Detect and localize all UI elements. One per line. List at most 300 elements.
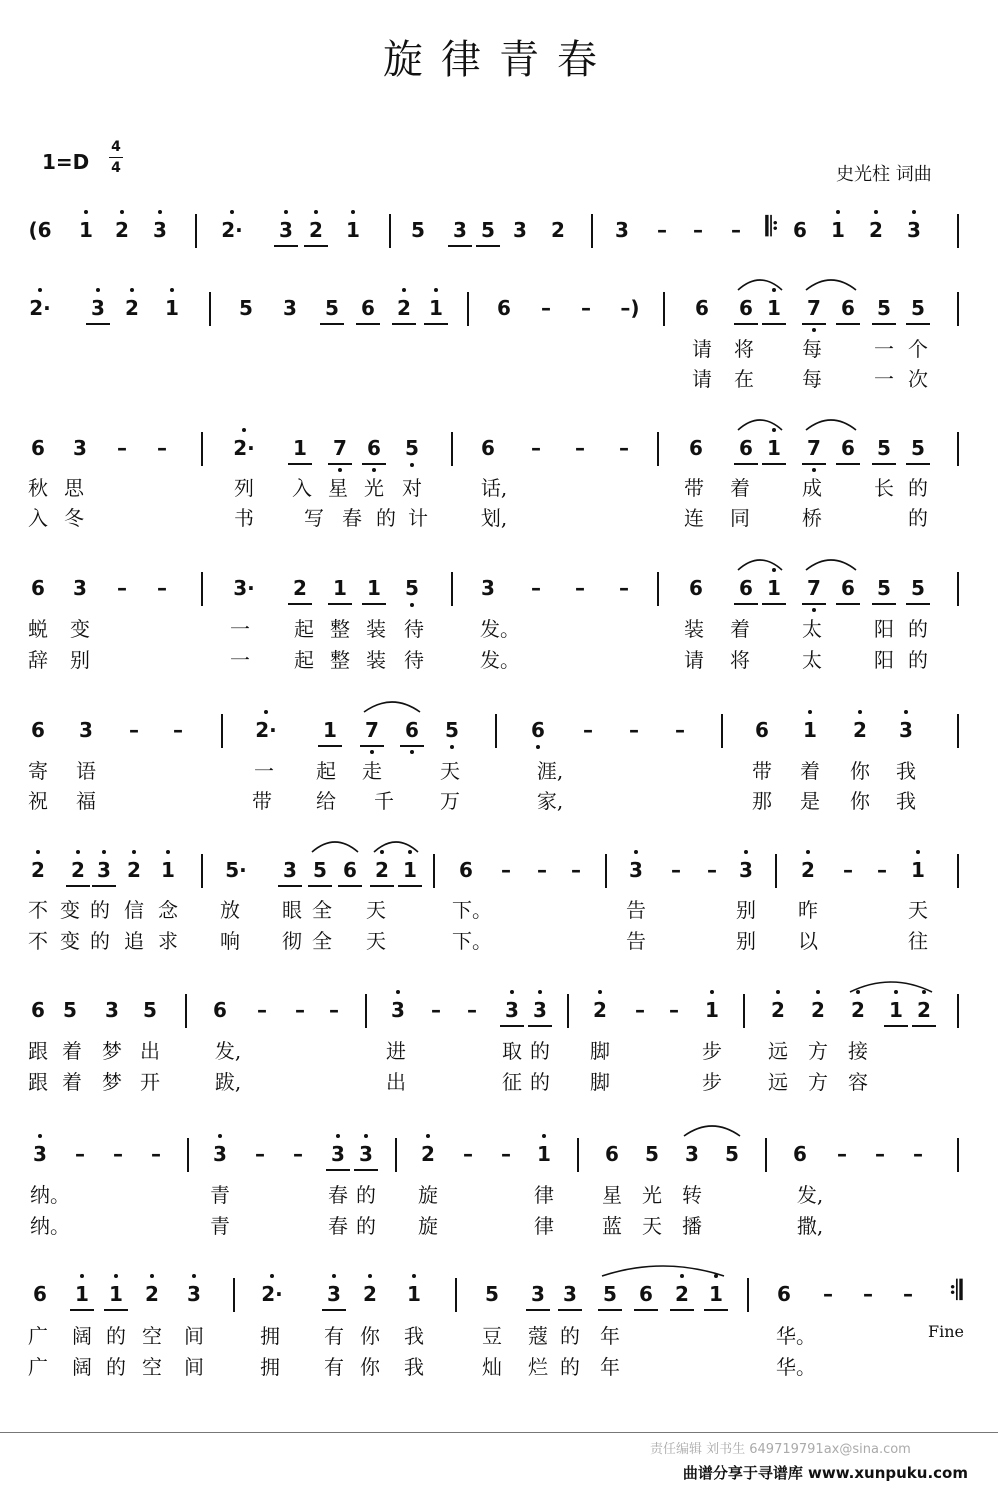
note: – — [157, 436, 167, 460]
note: 1 — [767, 296, 781, 320]
note: 3 — [391, 998, 405, 1022]
barline — [567, 994, 569, 1028]
note: – — [255, 1142, 265, 1166]
octave-dot-high — [120, 210, 124, 214]
lyric-syllable: 个 — [908, 337, 928, 361]
lyric-syllable: 待 — [404, 648, 424, 672]
note: 3 — [213, 1142, 227, 1166]
note: – — [583, 718, 593, 742]
score-system — [0, 430, 998, 470]
octave-dot-high — [38, 1134, 42, 1138]
repeat-sign: 𝄇 — [949, 1276, 963, 1306]
repeat-sign: 𝄆 — [765, 212, 779, 242]
lyric-syllable: 容 — [848, 1070, 868, 1094]
score-system — [0, 1276, 998, 1316]
lyric-syllable: 的 — [376, 506, 396, 530]
note: – — [671, 858, 681, 882]
beam-underline — [912, 1025, 936, 1027]
beam-underline — [86, 323, 110, 325]
note: 1 — [709, 1282, 723, 1306]
barline — [775, 854, 777, 888]
lyric-syllable: 入 — [292, 476, 312, 500]
slur — [804, 556, 858, 572]
note: – — [575, 436, 585, 460]
octave-dot-high — [412, 1274, 416, 1278]
score-system — [0, 852, 998, 892]
note: 3 — [279, 218, 293, 242]
beam-underline — [328, 463, 352, 465]
note: – — [629, 718, 639, 742]
barline — [395, 1138, 397, 1172]
octave-dot-high — [102, 850, 106, 854]
lyric-syllable: 下。 — [452, 898, 492, 922]
lyric-syllable: 的 — [560, 1355, 580, 1379]
octave-dot-high — [368, 1274, 372, 1278]
lyric-syllable: 脚 — [590, 1039, 610, 1063]
note: 1 — [323, 718, 337, 742]
lyric-syllable: 春 — [328, 1183, 348, 1207]
note: 1 — [889, 998, 903, 1022]
lyric-syllable: 发, — [214, 1039, 242, 1063]
octave-dot-high — [816, 990, 820, 994]
barline — [657, 432, 659, 466]
lyric-syllable: 年 — [600, 1324, 620, 1348]
lyric-syllable: 彻 — [282, 929, 302, 953]
note: 3 — [907, 218, 921, 242]
lyric-syllable: 间 — [184, 1324, 204, 1348]
octave-dot-high — [806, 850, 810, 854]
lyric-syllable: 的 — [908, 617, 928, 641]
lyric-syllable: 豆 — [482, 1324, 502, 1348]
lyric-syllable: 是 — [800, 789, 820, 813]
note: – — [675, 718, 685, 742]
note: – — [501, 1142, 511, 1166]
note: – — [75, 1142, 85, 1166]
lyric-syllable: 阔 — [72, 1324, 92, 1348]
note: 1 — [293, 436, 307, 460]
note: 3 — [73, 436, 87, 460]
lyric-syllable: 旋 — [418, 1183, 438, 1207]
beam-underline — [338, 885, 362, 887]
lyric-syllable: 的 — [90, 898, 110, 922]
note: – — [537, 858, 547, 882]
note: 1 — [429, 296, 443, 320]
octave-dot-high — [130, 288, 134, 292]
lyric-syllable: 起 — [294, 617, 314, 641]
note: 6 — [639, 1282, 653, 1306]
barline — [957, 572, 959, 606]
lyric-syllable: 全 — [312, 929, 332, 953]
note: 6 — [343, 858, 357, 882]
lyric-syllable: 次 — [908, 367, 928, 391]
note: 1 — [537, 1142, 551, 1166]
octave-dot-high — [396, 990, 400, 994]
note: 3 — [283, 858, 297, 882]
note: 6 — [793, 218, 807, 242]
note: 2 — [869, 218, 883, 242]
lyric-syllable: 阳 — [874, 617, 894, 641]
note: 5 — [877, 436, 891, 460]
note: 2· — [29, 296, 51, 320]
beam-underline — [734, 603, 758, 605]
time-signature — [108, 138, 124, 177]
barline — [663, 292, 665, 326]
note: 2 — [421, 1142, 435, 1166]
lyric-syllable: 步 — [702, 1039, 722, 1063]
lyric-syllable: 对 — [402, 476, 422, 500]
note: 1 — [346, 218, 360, 242]
note: 6 — [459, 858, 473, 882]
note: 2 — [71, 858, 85, 882]
note: 3 — [531, 1282, 545, 1306]
beam-underline — [354, 1169, 378, 1171]
octave-dot-high — [218, 1134, 222, 1138]
note: 3 — [899, 718, 913, 742]
note: – — [843, 858, 853, 882]
note: 3 — [283, 296, 297, 320]
lyric-syllable: 太 — [802, 617, 822, 641]
lyric-syllable: 跟 — [28, 1039, 48, 1063]
note: 1 — [109, 1282, 123, 1306]
barline — [721, 714, 723, 748]
score-system — [0, 712, 998, 752]
note: – — [669, 998, 679, 1022]
lyric-syllable: 思 — [64, 476, 84, 500]
lyric-syllable: 将 — [734, 337, 754, 361]
note: 1 — [803, 718, 817, 742]
note: 5 — [325, 296, 339, 320]
barline — [957, 432, 959, 466]
lyric-syllable: 拥 — [260, 1355, 280, 1379]
lyric-syllable: 待 — [404, 617, 424, 641]
note: – — [581, 296, 591, 320]
note: 3 — [563, 1282, 577, 1306]
score-system — [0, 992, 998, 1032]
beam-underline — [734, 323, 758, 325]
barline — [433, 854, 435, 888]
barline — [957, 994, 959, 1028]
note: – — [173, 718, 183, 742]
barline — [185, 994, 187, 1028]
note: 6 — [33, 1282, 47, 1306]
note: 1 — [79, 218, 93, 242]
note: – — [113, 1142, 123, 1166]
beam-underline — [448, 245, 472, 247]
note: – — [913, 1142, 923, 1166]
barline — [201, 572, 203, 606]
lyric-syllable: 放 — [220, 898, 240, 922]
note: 3 — [73, 576, 87, 600]
note: 1 — [911, 858, 925, 882]
lyric-syllable: 取 — [502, 1039, 522, 1063]
beam-underline — [370, 885, 394, 887]
note: – — [875, 1142, 885, 1166]
note: 3 — [359, 1142, 373, 1166]
note: 1 — [333, 576, 347, 600]
beam-underline — [424, 323, 448, 325]
slur — [736, 556, 784, 572]
lyric-syllable: 信 — [124, 898, 144, 922]
note: – — [837, 1142, 847, 1166]
lyric-syllable: 空 — [142, 1355, 162, 1379]
barline — [957, 214, 959, 248]
beam-underline — [274, 245, 298, 247]
lyric-syllable: 的 — [908, 506, 928, 530]
editor-credit: 责任编辑 刘书生 649719791ax@sina.com — [650, 1442, 911, 1457]
score-system — [0, 570, 998, 610]
barline — [495, 714, 497, 748]
beam-underline — [398, 885, 422, 887]
lyric-syllable: 天 — [908, 898, 928, 922]
lyric-syllable: 蔻 — [528, 1324, 548, 1348]
lyric-syllable: 桥 — [802, 506, 822, 530]
lyric-syllable: 不 — [28, 929, 48, 953]
lyric-syllable: 的 — [530, 1070, 550, 1094]
lyric-syllable: 请 — [684, 648, 704, 672]
beam-underline — [762, 603, 786, 605]
beam-underline — [526, 1309, 550, 1311]
octave-dot-high — [158, 210, 162, 214]
lyric-syllable: 律 — [534, 1183, 554, 1207]
lyric-syllable: 年 — [600, 1355, 620, 1379]
slur — [372, 838, 420, 854]
octave-dot-high — [426, 1134, 430, 1138]
note: 2 — [853, 718, 867, 742]
note: 6 — [841, 576, 855, 600]
octave-dot-high — [434, 288, 438, 292]
lyric-syllable: 太 — [802, 648, 822, 672]
note: 1 — [831, 218, 845, 242]
note: – — [293, 1142, 303, 1166]
barline — [233, 1278, 235, 1312]
lyric-syllable: 入 — [28, 506, 48, 530]
octave-dot-high — [634, 850, 638, 854]
note: 2· — [261, 1282, 283, 1306]
note: – — [707, 858, 717, 882]
note: – — [541, 296, 551, 320]
octave-dot-high — [284, 210, 288, 214]
lyric-syllable: 寄 — [28, 759, 48, 783]
note: 5 — [405, 436, 419, 460]
beam-underline — [362, 603, 386, 605]
lyric-syllable: 告 — [626, 898, 646, 922]
note: – — [531, 436, 541, 460]
note: – — [619, 436, 629, 460]
beam-underline — [762, 323, 786, 325]
slur — [848, 978, 934, 994]
note: 2 — [375, 858, 389, 882]
note: –) — [620, 296, 640, 320]
note: 5 — [313, 858, 327, 882]
note: 6 — [695, 296, 709, 320]
lyric-syllable: 灿 — [482, 1355, 502, 1379]
beam-underline — [802, 463, 826, 465]
note: 2 — [851, 998, 865, 1022]
note: – — [329, 998, 339, 1022]
lyric-syllable: 的 — [908, 648, 928, 672]
note: 2 — [363, 1282, 377, 1306]
beam-underline — [906, 463, 930, 465]
note: 3 — [153, 218, 167, 242]
note: 2 — [145, 1282, 159, 1306]
note: 1 — [767, 576, 781, 600]
octave-dot-high — [336, 1134, 340, 1138]
barline — [201, 854, 203, 888]
note: 5 — [445, 718, 459, 742]
lyric-syllable: 往 — [908, 929, 928, 953]
beam-underline — [320, 323, 344, 325]
beam-underline — [836, 603, 860, 605]
barline — [747, 1278, 749, 1312]
note: 3 — [331, 1142, 345, 1166]
note: 6 — [31, 436, 45, 460]
note: 1 — [407, 1282, 421, 1306]
note: 6 — [739, 296, 753, 320]
barline — [221, 714, 223, 748]
barline — [657, 572, 659, 606]
octave-dot-high — [836, 210, 840, 214]
note: – — [531, 576, 541, 600]
note: 6 — [739, 576, 753, 600]
beam-underline — [70, 1309, 94, 1311]
lyric-syllable: 蓝 — [602, 1214, 622, 1238]
octave-dot-high — [38, 288, 42, 292]
note: (6 — [28, 218, 52, 242]
octave-dot-high — [874, 210, 878, 214]
note: 7 — [333, 436, 347, 460]
lyric-syllable: 转 — [682, 1183, 702, 1207]
octave-dot-high — [542, 1134, 546, 1138]
barline — [577, 1138, 579, 1172]
barline — [451, 432, 453, 466]
note: – — [575, 576, 585, 600]
footer-credit: 曲谱分享于寻谱库 www.xunpuku.com — [682, 1464, 968, 1482]
note: 3 — [91, 296, 105, 320]
note: 6 — [31, 998, 45, 1022]
lyric-syllable: 家, — [536, 789, 564, 813]
beam-underline — [476, 245, 500, 247]
lyric-syllable: 涯, — [536, 759, 564, 783]
octave-dot-high — [904, 710, 908, 714]
lyric-syllable: 昨 — [798, 898, 818, 922]
beam-underline — [92, 885, 116, 887]
lyric-syllable: 写 — [304, 506, 324, 530]
lyric-syllable: 全 — [312, 898, 332, 922]
lyric-syllable: 划, — [480, 506, 508, 530]
octave-dot-high — [916, 850, 920, 854]
lyric-syllable: 脚 — [590, 1070, 610, 1094]
lyric-syllable: 着 — [800, 759, 820, 783]
lyric-syllable: 拥 — [260, 1324, 280, 1348]
lyric-syllable: 光 — [642, 1183, 662, 1207]
slur — [736, 416, 784, 432]
octave-dot-low — [812, 608, 816, 612]
lyric-syllable: 我 — [896, 759, 916, 783]
note: – — [731, 218, 741, 242]
lyric-syllable: 远 — [768, 1039, 788, 1063]
lyric-syllable: 你 — [850, 789, 870, 813]
lyric-syllable: 烂 — [528, 1355, 548, 1379]
note: 6 — [213, 998, 227, 1022]
lyric-syllable: 你 — [850, 759, 870, 783]
note: 3 — [629, 858, 643, 882]
beam-underline — [104, 1309, 128, 1311]
note: 3 — [453, 218, 467, 242]
lyric-syllable: 别 — [736, 898, 756, 922]
lyric-syllable: 成 — [802, 476, 822, 500]
note: – — [431, 998, 441, 1022]
lyric-syllable: 书 — [234, 506, 254, 530]
lyric-syllable: 天 — [366, 898, 386, 922]
note: 2 — [309, 218, 323, 242]
lyric-syllable: 空 — [142, 1324, 162, 1348]
lyric-syllable: 天 — [642, 1214, 662, 1238]
barline — [605, 854, 607, 888]
octave-dot-high — [364, 1134, 368, 1138]
octave-dot-low — [812, 328, 816, 332]
note: 6 — [531, 718, 545, 742]
lyric-syllable: 话, — [480, 476, 508, 500]
lyric-syllable: 阔 — [72, 1355, 92, 1379]
barline — [957, 1138, 959, 1172]
lyric-syllable: 你 — [360, 1324, 380, 1348]
lyric-syllable: 出 — [386, 1070, 406, 1094]
note: 3 — [97, 858, 111, 882]
lyric-syllable: 起 — [294, 648, 314, 672]
note: 3 — [481, 576, 495, 600]
note: 5 — [63, 998, 77, 1022]
lyric-syllable: 列 — [234, 476, 254, 500]
note: 3 — [105, 998, 119, 1022]
octave-dot-high — [242, 428, 246, 432]
lyric-syllable: 天 — [366, 929, 386, 953]
note: 6 — [605, 1142, 619, 1166]
lyric-syllable: 的 — [908, 476, 928, 500]
lyric-syllable: 征 — [502, 1070, 522, 1094]
lyric-syllable: 同 — [730, 506, 750, 530]
note: – — [657, 218, 667, 242]
lyric-syllable: 以 — [798, 929, 818, 953]
lyric-syllable: 发, — [796, 1183, 824, 1207]
note: 2 — [31, 858, 45, 882]
lyric-syllable: 响 — [220, 929, 240, 953]
key-signature: 1=D — [42, 150, 90, 174]
note: 5 — [405, 576, 419, 600]
note: 6 — [31, 576, 45, 600]
octave-dot-high — [132, 850, 136, 854]
octave-dot-high — [170, 288, 174, 292]
lyric-syllable: 请 — [692, 367, 712, 391]
note: 7 — [807, 576, 821, 600]
lyric-syllable: 求 — [158, 929, 178, 953]
octave-dot-high — [36, 850, 40, 854]
note: – — [693, 218, 703, 242]
beam-underline — [360, 745, 384, 747]
beam-underline — [288, 603, 312, 605]
beam-underline — [392, 323, 416, 325]
note: 1 — [165, 296, 179, 320]
lyric-syllable: 蜕 — [28, 617, 48, 641]
note: 6 — [793, 1142, 807, 1166]
octave-dot-high — [84, 210, 88, 214]
note: 3 — [327, 1282, 341, 1306]
lyric-syllable: 别 — [70, 648, 90, 672]
octave-dot-low — [450, 745, 454, 749]
note: 5 — [877, 296, 891, 320]
lyric-syllable: 春 — [342, 506, 362, 530]
octave-dot-low — [370, 750, 374, 754]
octave-dot-high — [808, 710, 812, 714]
